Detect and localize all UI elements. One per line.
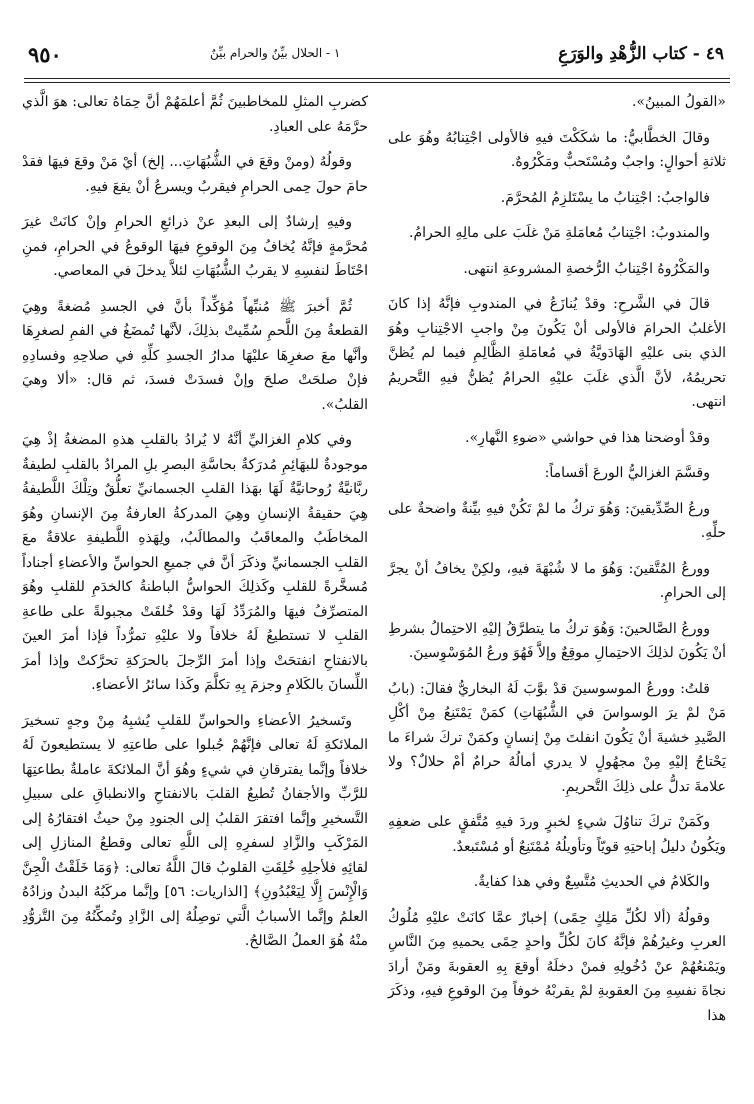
paragraph: قلتُ: وورعُ الموسوسينَ قدْ بوَّبَ لَهُ البخاريُّ فقالَ: (بابُ مَنْ لمْ يرَ الوسواسَ في الشُّبُهَاتِ) كمَنْ يَمْتَنِعُ مِنْ أكْلِ الصَّيدِ خشيةَ أنْ يَكُونَ انفلتَ مِنْ إنسانٍ وكمَنْ تركَ شراءَ ما يَحْتاجُ إليْهِ مِنْ مجهُولٍ لا يدري أمالُهُ حرامٌ أمْ حلالٌ؟ ولا علامةَ تدلُّ على ذلِكَ التَّحريمِ. [388,680,726,795]
paragraph: ثُمَّ أخبرَ ﷺ مُنبِّهاً مُؤكِّداً بأنَّ في الجسدِ مُضغةً وهِيَ القطعةُ مِنَ اللَّحمِ سُمِّيتْ بذلِكَ، لأنَّها تُمضَغُ في الفمِ لصغرِهَا وأنَّها معَ صغرِهَا عليْهَا مدارُ الجسدِ كلِّهِ في صلاحِهِ وفسادِهِ فإنْ صلحَتْ صلحَ وإنْ فسدَتْ فسدَ، ثم قال: «ألا وهيَ القلبُ». [22,298,368,413]
paragraph: وكَمَنْ تركَ تناوُلَ شيءٍ لخبرٍ وردَ فيهِ مُتَّفقٍ على ضعفِهِ ويَكُونُ دليلُ إباحتِهِ قويّاً وتأويلُهُ مُمْتَنِعٌ أو مُسْتَبعدٌ. [388,814,726,855]
paragraph: وفي كلامِ الغزاليِّ أنَّهُ لا يُرادُ بالقلبِ هذهِ المضغةُ إذْ هِيَ موجودةٌ للبهَائِمِ مُدرَكةٌ بحاسَّةِ البصرِ بلِ المرادُ بالقلبِ لطيفةٌ ربَّانيَّةٌ رُوحانيَّةٌ لَهَا بهَذا القلبِ الجسمانيِّ تعلُّقٌ وتِلْكَ اللَّطيفةُ هِيَ حقيقةُ الإنسانِ وهِيَ المدركةُ العارفةُ مِنَ الإنسانِ وهُوَ المخاطَبُ والمعاقَبُ والمطالَبُ، ولِهَذهِ اللَّطيفةِ علاقةٌ معَ القلبِ الجسمانيِّ وذكَرَ أنَّ في جميعِ الحواسِّ والأعضاءِ أجناداً مُسخَّرةً للقلبِ وكَذلِكَ الحواسُّ الباطنةُ كالخدَمِ للقلبِ وهُوَ المتصرِّفُ فيهَا والمُرَدِّدُ لَهَا وقدْ خُلقَتْ مجبولةً على طاعةِ القلبِ لا تستطيعُ لَهُ خلافاً ولا عليْهِ تمرُّداً فإذا أمرَ العينَ بالانفتاحِ انفتحَتْ وإذا أمرَ الرِّجلَ بالحرَكةِ تحرَّكتْ وإذا أمرَ اللِّسانَ بالكَلامِ وجزمَ بِهِ تكلَّمَ وكَذا سائرُ الأعضاءِ. [22,432,368,693]
paragraph: وقسَّمَ الغزاليُّ الورعَ أقساماً: [544,465,710,481]
left-column [22,90,368,954]
paragraph: وفيهِ إرشادٌ إلى البعدِ عنْ ذرائعِ الحرامِ وإنْ كانَتْ غيرَ مُحرَّمةٍ فإنَّهُ يُخافُ مِنَ الوقوعِ فيهَا الوقوعُ في الحرامِ، فمنِ احْتَاطَ لنفسِهِ لا يقربُ الشُّبُهَاتِ لئلاَّ يدخلَ في المعاصي. [22,214,368,279]
header-rule-bottom [24,82,730,83]
paragraph: والكَلامُ في الحديثِ مُتَّسِعٌ وفي هذا كفايةٌ. [473,874,710,890]
chapter-title: ٤٩ - كتاب الزُّهْدِ والوَرَعِ [558,44,724,64]
paragraph: فالواجبُ: اجْتِنابُ ما يسْتَلزِمُ المُحرَّمَ. [500,189,710,206]
paragraph: والمَكْرُوهُ اجْتِنابُ الرُّخصةِ المشروعةِ انتهى. [463,260,710,277]
paragraph: وورعُ الصَّالحينَ: وَهُوَ تركُ ما يتطرَّقُ إليْهِ الاحتِمالُ بشرطِ أنْ يَكُونَ لذلِكَ الاحتِمالِ موقِعٌ وإلاَّ فَهُوَ ورعُ المُوَسْوِسينَ. [388,620,726,661]
paragraph: وقدْ أوضحنا هذا في حواشي «ضوءِ النَّهارِ». [465,429,710,446]
page-header [20,36,732,76]
paragraph: والمندوبُ: اجْتِنابُ مُعامَلةِ مَنْ غلَبَ على مالِهِ الحرامُ. [409,225,710,241]
paragraph: ورعُ الصِّدِّيقينَ: وَهُوَ تركُ ما لمْ تَكُنْ فيهِ بيِّنةٌ واضحةٌ على حلِّهِ. [388,500,726,541]
paragraph: «القولُ المبينُ». [631,94,726,110]
paragraph: وورعُ المُتَّقينَ: وَهُوَ ما لا شُبْهَةَ فيهِ، ولكِنْ يخافُ أنْ يجرَّ إلى الحرامِ. [388,560,726,601]
paragraph: كضربِ المثلِ للمخاطبينَ ثُمَّ أعلمَهُمْ أنَّ حِمَاهُ تعالى: هوَ الَّذي حرَّمَهُ على العبادِ. [22,94,368,135]
header-rule-top [24,78,730,79]
right-column [388,90,726,1028]
paragraph: وقولُهُ (ومنْ وقعَ في الشُّبُهَاتِ... إلخ) أيْ مَنْ وقعَ فيهَا فقدْ حامَ حولَ حِمى الحرامِ فيقربُ ويسرعُ أنْ يقعَ فيهِ. [22,154,368,195]
paragraph: وقولُهُ (ألا لكُلِّ مَلِكٍ حِمًى) إخبارٌ عمَّا كانَتْ عليْهِ مُلُوكُ العربِ وغيرُهُمْ فإنَّهُ كانَ لكُلِّ واحدٍ حِمًى يحميهِ مِنَ النَّاسِ ويَمْنعُهُمْ عنْ دُخُولِهِ فمنْ دخلَهُ أوقعَ بِهِ العقوبةَ ومَنْ أرادَ نجاةَ نفسِهِ مِنَ العقوبةِ لمْ يقربْهُ خوفاً مِنَ الوقوعِ فيهِ، وذكَرَ هذا [388,909,726,1024]
page-number: ٩٥٠ [28,42,62,67]
section-title: ١ - الحلال بيِّنٌ والحرام بيِّنٌ [210,46,341,60]
paragraph: وقالَ الخطَّابيُّ: ما شكَكْتَ فيهِ فالأولى اجْتِنابُهُ وهُوَ على ثلاثةِ أحوالٍ: واجبٌ ومُسْتَحبٌّ ومَكْرُوهٌ. [388,129,726,170]
paragraph: وتَسخيرُ الأعضاءِ والحواسِّ للقلبِ يُشبِهُ مِنْ وجهٍ تسخيرَ الملائكةِ لَهُ تعالى فإنَّهُمْ جُبلوا على طاعتِهِ لا يستطيعونَ لَهُ خلافاً وإنَّما يفترقانِ في شيءٍ وهُوَ أنَّ الملائكةَ عاملةٌ بطاعتِهَا للرَّبِّ والأجفانُ تُطيعُ القلبَ بالانفتاحِ والانطباقِ على سبيلِ التَّسخيرِ وإنَّما افتقرَ القلبُ إلى الجنودِ مِنْ حيثُ افتقارُهُ إلى المَرْكَبِ والزَّادِ لسفرِهِ إلى اللَّهِ تعالى وقطعُ المنازلِ إلى لقائِهِ فلأجلِهِ خُلِقَتِ القلوبُ قالَ اللَّهُ تعالى: ﴿وَمَا خَلَقْتُ الْجِنَّ وَالْإِنْسَ إِلَّا لِيَعْبُدُونِ﴾ [الذاريات: ٥٦] وإنَّما مركَبُهُ البدنُ وزادُهُ العلمُ وإنَّما الأسبابُ الَّتي توصِلُهُ إلى الزَّادِ وتُمكِّنُهُ مِنَ التَّزوُّدِ منْهُ هُوَ العملُ الصَّالحُ. [22,712,368,949]
paragraph: قالَ في الشَّرحِ: وقدْ يُنازَعُ في المندوبِ فإنَّهُ إذا كانَ الأغلبُ الحرامَ فالأولى أنْ يَكُونَ مِنْ واجبِ الاجْتِنابِ وهُوَ الذي بنى عليْهِ الهَادَويَّةُ في مُعامَلةِ الظَّالِمِ فيما لم يُظنَّ تحريمُهُ، لأنَّ الَّذي غلَبَ عليْهِ الحرامُ يُظنُّ فيهِ التَّحريمُ انتهى. [388,296,726,410]
